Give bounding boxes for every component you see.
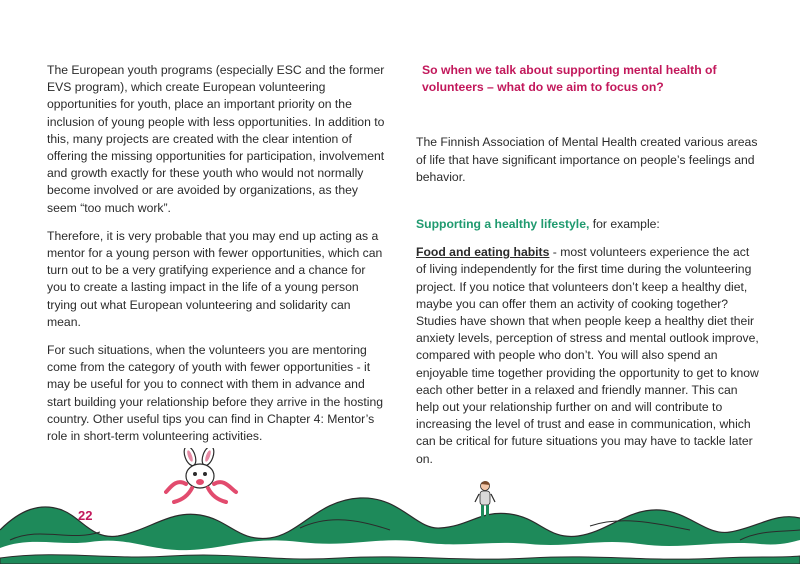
subheading [416,216,761,233]
left-column [47,62,385,456]
intro-paragraph: The Finnish Association of Mental Health created various areas of life that have significant importance on people’s feelings and behavior. [416,135,758,184]
rabbit-icon [164,448,240,506]
food-text: - most volunteers experience the act of living independently for the first time during the volunteering project. If you notice that volunteers don’t keep a healthy diet, maybe you can offer them an activity of cooking together? Studies have shown that when people keep a healthy diet their anxiety levels, perception of stress and mental outlook improve, compared with people who don’t. You will also spend an enjoyable time together providing the opportunity to get to know each other better in a relaxed and friendly manner. This can help out your relationship further on and will contribute to increasing the level of trust and ease in communication, which can be critical for future situations you may have to tackle later on. [416,245,759,466]
subheading-rest: for example: [589,217,660,232]
body-paragraph-2: Therefore, it is very probable that you may end up acting as a mentor for a young person with fewer opportunities, which can turn out to be a very gratifying experience and a chance for you to create a lasting impact in the life of a young person trying out what European volunteering and solidarity can mean. [47,228,383,329]
body-paragraph-3: For such situations, when the volunteers you are mentoring come from the category of youth with fewer opportunities - it may be useful for you to connect with them in advance and start building your relationship before they arrive in the hosting country. Other useful tips you can find in Chapter 4: Mentor’s role in short-term volunteering activities. [47,343,384,444]
section-heading: So when we talk about supporting mental health of volunteers – what do we aim to focus on? [422,63,717,95]
person-icon [473,480,497,528]
page-number: 22 [78,508,93,523]
food-paragraph [416,244,761,468]
food-title: Food and eating habits [416,245,550,260]
subheading-highlight: Supporting a healthy lifestyle, [416,217,590,232]
right-column [416,62,761,479]
body-paragraph-1: The European youth programs (especially ESC and the former EVS program), which create European volunteering opportunities for youth, place an important priority on the inclusion of young people with less opportunities. In addition to this, many projects are created with the clear intention of offering the missing opportunities for participation, involvement and growth exactly for these youth who would not normally become involved or are avoided by organizations, as they seem “too much work”. [47,63,385,215]
hills-icon [0,470,800,564]
